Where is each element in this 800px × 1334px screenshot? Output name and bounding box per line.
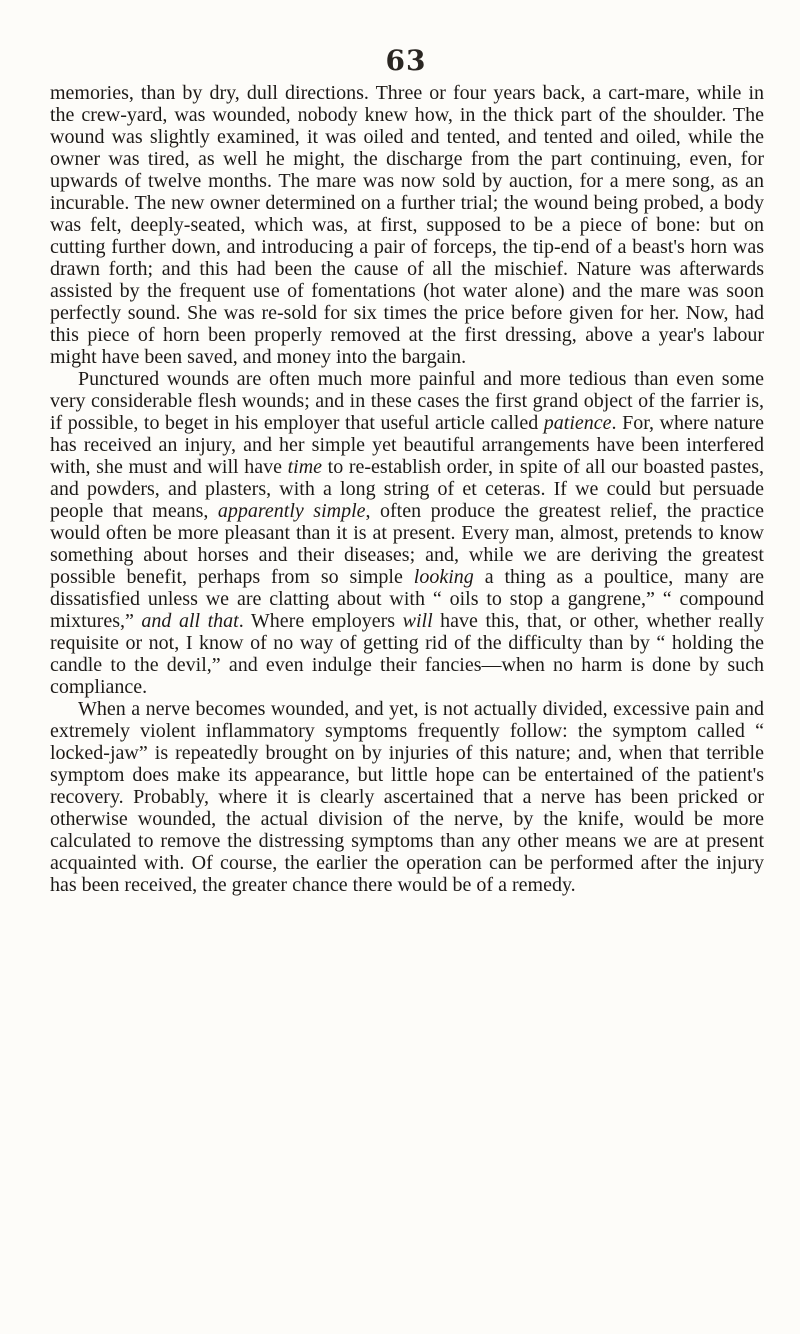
- text-run: , often produce the greatest relief, the practice would often be more pleasant than it is at present. Every man, almost, pretends to know something about horses and their diseases; and, while we are deriving the greatest possible benefit, perhaps from so simple: [50, 500, 765, 588]
- paragraph: [50, 368, 764, 698]
- text-run: a thing as a poultice, many are dissatisfied unless we are clatting about with “ oils to stop a gangrene,” “ compound mixtures,”: [50, 566, 764, 632]
- italic-text: and all that: [141, 610, 239, 632]
- body-text: [50, 82, 764, 896]
- text-run: When a nerve becomes wounded, and yet, is not actually divided, excessive pain and extremely violent inflammatory symptoms frequently follow: the symptom called “ locked-jaw” is repeatedly brought on by injuries of this nature; and, when that terrible symptom does make its appearance, but little hope can be entertained of the patient's recovery. Probably, where it is clearly ascertained that a nerve has been pricked or otherwise wounded, the actual division of the nerve, by the knife, would be more calculated to remove the distressing symptoms than any other means we are at present acquainted with. Of course, the earlier the operation can be performed after the injury has been received, the greater chance there would be of a remedy.: [50, 698, 764, 896]
- italic-text: looking: [413, 566, 474, 588]
- text-run: . For, where nature has received an injury, and her simple yet beautiful arrangements have been interfered with, she must and will have: [50, 412, 764, 478]
- paragraph: [50, 698, 764, 896]
- italic-text: will: [402, 610, 433, 632]
- text-run: have this, that, or other, whether really requisite or not, I know of no way of getting rid of the difficulty than by “ holding the candle to the devil,” and even indulge their fancies—when no harm is done by such compliance.: [50, 610, 764, 698]
- italic-text: time: [287, 456, 323, 478]
- text-run: to re-establish order, in spite of all our boasted pastes, and powders, and plasters, with a long string of et ceteras. If we could but persuade people that means,: [50, 456, 764, 522]
- paragraph: [50, 82, 764, 368]
- page-number: 63: [385, 44, 427, 77]
- italic-text: patience: [543, 412, 612, 434]
- text-run: memories, than by dry, dull directions. Three or four years back, a cart-mare, while in the crew-yard, was wounded, nobody knew how, in the thick part of the shoulder. The wound was slightly examined, it was oiled and tented, and tented and oiled, while the owner was tired, as well he might, the discharge from the part continuing, even, for upwards of twelve months. The mare was now sold by auction, for a mere song, as an incurable. The new owner determined on a further trial; the wound being probed, a body was felt, deeply-seated, which was, at first, supposed to be a piece of bone: but on cutting further down, and introducing a pair of forceps, the tip-end of a beast's horn was drawn forth; and this had been the cause of all the mischief. Nature was afterwards assisted by the frequent use of fomentations (hot water alone) and the mare was soon perfectly sound. She was re-sold for six times the price before given for her. Now, had this piece of horn been properly removed at the first dressing, above a year's labour might have been saved, and money into the bargain.: [50, 82, 764, 368]
- text-run: . Where employers: [238, 610, 403, 632]
- text-run: Punctured wounds are often much more painful and more tedious than even some very considerable flesh wounds; and in these cases the first grand object of the farrier is, if possible, to beget in his employer that useful article called: [50, 368, 764, 434]
- italic-text: apparently simple: [217, 500, 366, 522]
